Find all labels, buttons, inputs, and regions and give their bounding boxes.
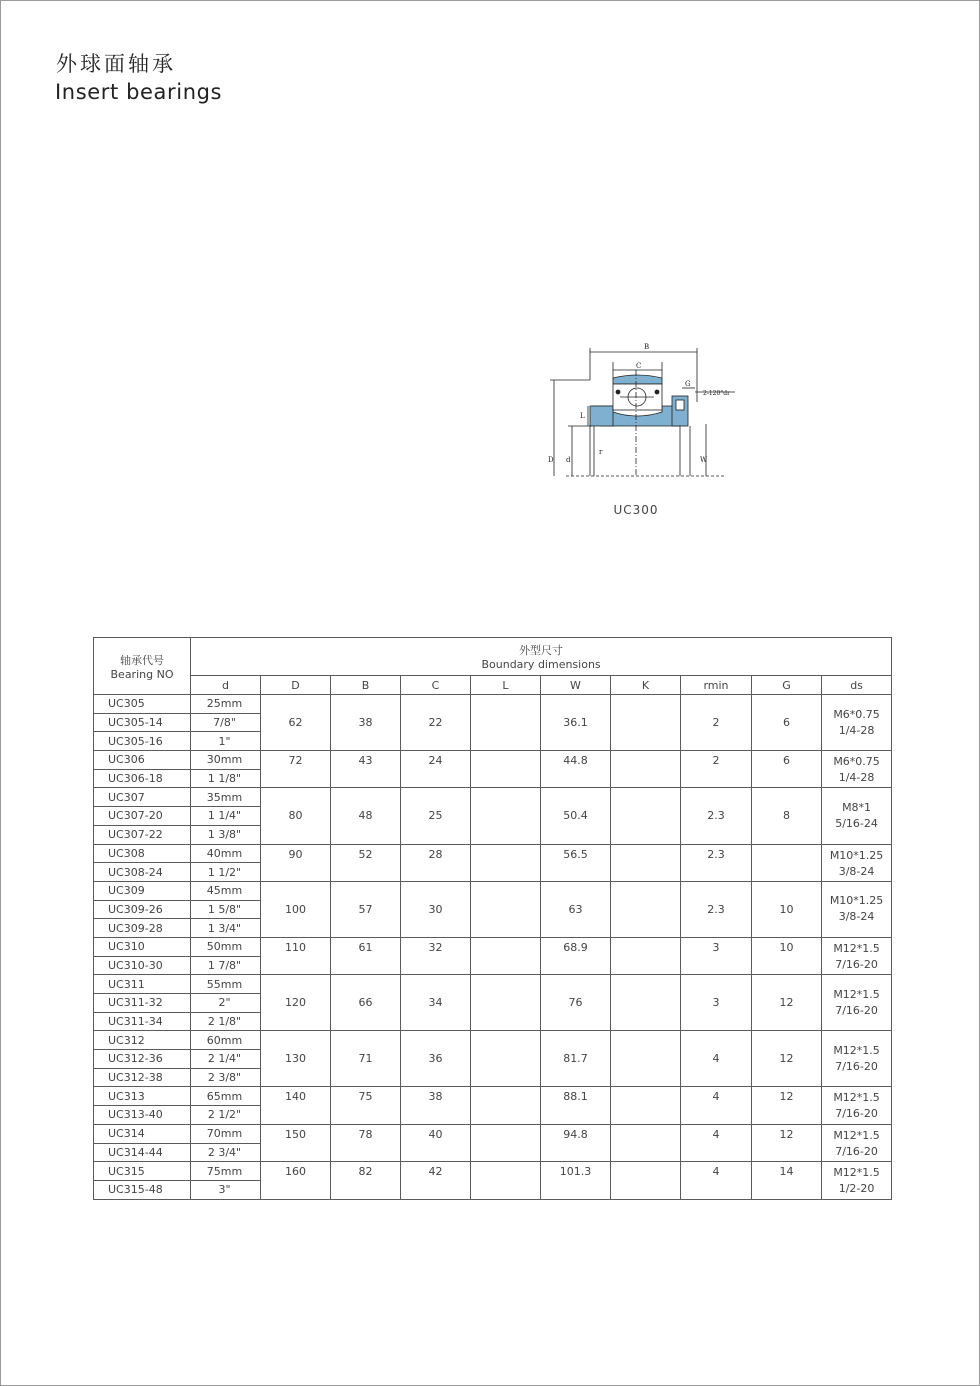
dim-cell-d: 62 — [261, 695, 331, 751]
diagram-caption: UC300 — [613, 503, 659, 517]
inner-ring-left — [590, 406, 613, 426]
dim-cell-b: 38 — [331, 695, 401, 751]
header-bearing-no-en: Bearing NO — [110, 667, 174, 681]
bore-d-cell: 60mm — [191, 1031, 261, 1050]
bearing-no-cell: UC314-44 — [94, 1143, 191, 1162]
header-dims-cn: 外型尺寸 — [519, 644, 564, 657]
bore-d-cell: 2 3/8" — [191, 1068, 261, 1087]
bore-d-cell: 1 1/2" — [191, 863, 261, 882]
dim-cell-l — [471, 1162, 541, 1199]
bearing-no-cell: UC311 — [94, 975, 191, 994]
bore-d-cell: 1" — [191, 732, 261, 751]
dim-cell-b: 66 — [331, 975, 401, 1031]
dim-cell-w: 36.1 — [541, 695, 611, 751]
dim-cell-rmin: 2.3 — [681, 881, 752, 937]
dim-cell-b: 71 — [331, 1031, 401, 1087]
col-header-D: D — [261, 676, 331, 695]
bearing-no-cell: UC306 — [94, 751, 191, 770]
dim-cell-k — [611, 937, 681, 974]
dim-cell-ds — [822, 1162, 892, 1199]
table-row — [94, 1124, 892, 1143]
dim-cell-g: 10 — [752, 881, 822, 937]
table-row — [94, 975, 892, 994]
seal-left — [616, 390, 620, 394]
dim-label-r: r — [599, 448, 603, 456]
dim-cell-rmin: 4 — [681, 1087, 752, 1124]
header-boundary-dimensions — [191, 638, 892, 676]
bore-d-cell: 65mm — [191, 1087, 261, 1106]
dim-cell-c: 30 — [401, 881, 471, 937]
dim-cell-w: 94.8 — [541, 1124, 611, 1161]
ds-imperial: 7/16-20 — [835, 1144, 878, 1158]
dim-cell-rmin: 3 — [681, 937, 752, 974]
ds-metric: M10*1.25 — [829, 894, 884, 908]
bearing-no-cell: UC310 — [94, 937, 191, 956]
bore-d-cell: 1 1/8" — [191, 769, 261, 788]
dim-cell-d: 100 — [261, 881, 331, 937]
bearing-no-cell: UC310-30 — [94, 956, 191, 975]
dim-cell-c: 24 — [401, 751, 471, 788]
dim-cell-rmin: 3 — [681, 975, 752, 1031]
bearing-no-cell: UC305 — [94, 695, 191, 714]
bore-d-cell: 25mm — [191, 695, 261, 714]
ds-imperial: 5/16-24 — [835, 816, 878, 830]
dim-label-g: G — [685, 380, 691, 388]
page-title-chinese: 外球面轴承 — [56, 52, 176, 76]
bore-d-cell: 75mm — [191, 1162, 261, 1181]
dim-cell-b: 78 — [331, 1124, 401, 1161]
dim-cell-k — [611, 844, 681, 881]
dim-cell-ds — [822, 1031, 892, 1087]
bearing-no-cell: UC306-18 — [94, 769, 191, 788]
dim-cell-b: 82 — [331, 1162, 401, 1199]
dim-cell-b: 57 — [331, 881, 401, 937]
page-title-english: Insert bearings — [55, 80, 223, 104]
dim-cell-c: 25 — [401, 788, 471, 844]
dim-cell-d: 110 — [261, 937, 331, 974]
dim-cell-g — [752, 844, 822, 881]
ds-imperial: 7/16-20 — [835, 1003, 878, 1017]
col-header-rmin: rmin — [681, 676, 752, 695]
col-header-W: W — [541, 676, 611, 695]
bore-d-cell: 35mm — [191, 788, 261, 807]
ds-metric: M12*1.5 — [833, 941, 880, 955]
ds-imperial: 7/16-20 — [835, 1107, 878, 1121]
bore-d-cell: 2 1/8" — [191, 1012, 261, 1031]
dim-label-c: C — [636, 362, 642, 370]
dim-cell-ds — [822, 1124, 892, 1161]
bearing-no-cell: UC311-32 — [94, 994, 191, 1013]
table-row — [94, 881, 892, 900]
bore-d-cell: 1 3/8" — [191, 825, 261, 844]
ds-imperial: 3/8-24 — [838, 910, 875, 924]
dim-cell-d: 160 — [261, 1162, 331, 1199]
dim-cell-c: 38 — [401, 1087, 471, 1124]
outer-ring — [613, 375, 662, 384]
bore-d-cell: 55mm — [191, 975, 261, 994]
dim-cell-c: 28 — [401, 844, 471, 881]
dim-cell-g: 6 — [752, 695, 822, 751]
dim-cell-ds — [822, 881, 892, 937]
table-row — [94, 1031, 892, 1050]
dim-cell-k — [611, 1162, 681, 1199]
ds-metric: M6*0.75 — [833, 707, 880, 721]
dim-cell-w: 63 — [541, 881, 611, 937]
dim-cell-d: 90 — [261, 844, 331, 881]
bearing-no-cell: UC308-24 — [94, 863, 191, 882]
dim-cell-g: 6 — [752, 751, 822, 788]
table-row — [94, 1162, 892, 1181]
bearing-no-cell: UC313 — [94, 1087, 191, 1106]
col-header-ds: ds — [822, 676, 892, 695]
dim-cell-l — [471, 751, 541, 788]
ds-imperial: 3/8-24 — [838, 864, 875, 878]
table-row — [94, 751, 892, 770]
ds-imperial: 1/2-20 — [838, 1182, 875, 1196]
dim-cell-g: 14 — [752, 1162, 822, 1199]
bore-d-cell: 1 7/8" — [191, 956, 261, 975]
dim-cell-l — [471, 1031, 541, 1087]
set-screw — [676, 400, 684, 410]
bearing-no-cell: UC312 — [94, 1031, 191, 1050]
bore-d-cell: 7/8" — [191, 713, 261, 732]
dim-cell-rmin: 2.3 — [681, 844, 752, 881]
table-row — [94, 695, 892, 714]
dim-cell-d: 72 — [261, 751, 331, 788]
dim-cell-b: 48 — [331, 788, 401, 844]
dim-cell-k — [611, 695, 681, 751]
dim-cell-c: 42 — [401, 1162, 471, 1199]
dim-cell-ds — [822, 937, 892, 974]
dim-label-w: W — [700, 456, 708, 464]
dim-label-l: L — [580, 412, 585, 420]
dim-cell-c: 34 — [401, 975, 471, 1031]
dim-label-d-inner: d — [566, 456, 571, 464]
dim-cell-rmin: 2.3 — [681, 788, 752, 844]
bore-d-cell: 70mm — [191, 1124, 261, 1143]
bore-d-cell: 2" — [191, 994, 261, 1013]
bearing-no-cell: UC312-36 — [94, 1050, 191, 1069]
bore-d-cell: 2 3/4" — [191, 1143, 261, 1162]
bore-d-cell: 2 1/4" — [191, 1050, 261, 1069]
bearing-no-cell: UC308 — [94, 844, 191, 863]
bore-d-cell: 1 1/4" — [191, 807, 261, 826]
bearing-no-cell: UC312-38 — [94, 1068, 191, 1087]
dim-cell-l — [471, 788, 541, 844]
col-header-G: G — [752, 676, 822, 695]
dim-cell-k — [611, 1124, 681, 1161]
ds-metric: M12*1.5 — [833, 1043, 880, 1057]
dim-cell-rmin: 2 — [681, 695, 752, 751]
dim-cell-g: 12 — [752, 975, 822, 1031]
ds-metric: M10*1.25 — [829, 848, 884, 862]
dim-cell-w: 88.1 — [541, 1087, 611, 1124]
bore-d-cell: 30mm — [191, 751, 261, 770]
dim-cell-l — [471, 1124, 541, 1161]
bearing-no-cell: UC313-40 — [94, 1106, 191, 1125]
ds-imperial: 7/16-20 — [835, 1059, 878, 1073]
dim-cell-b: 52 — [331, 844, 401, 881]
dim-cell-c: 36 — [401, 1031, 471, 1087]
dim-cell-k — [611, 751, 681, 788]
bearing-no-cell: UC314 — [94, 1124, 191, 1143]
table-row — [94, 937, 892, 956]
dim-cell-w: 50.4 — [541, 788, 611, 844]
dim-cell-g: 12 — [752, 1087, 822, 1124]
dim-cell-g: 10 — [752, 937, 822, 974]
table-row — [94, 844, 892, 863]
dim-cell-w: 76 — [541, 975, 611, 1031]
bore-d-cell: 3" — [191, 1180, 261, 1199]
dim-cell-c: 22 — [401, 695, 471, 751]
col-header-d: d — [191, 676, 261, 695]
dim-cell-g: 8 — [752, 788, 822, 844]
dim-cell-g: 12 — [752, 1031, 822, 1087]
dim-cell-b: 75 — [331, 1087, 401, 1124]
dim-cell-l — [471, 881, 541, 937]
col-header-L: L — [471, 676, 541, 695]
dim-cell-c: 40 — [401, 1124, 471, 1161]
dim-cell-d: 150 — [261, 1124, 331, 1161]
dim-cell-b: 43 — [331, 751, 401, 788]
dim-cell-w: 68.9 — [541, 937, 611, 974]
bore-d-cell: 50mm — [191, 937, 261, 956]
dim-cell-k — [611, 788, 681, 844]
dim-cell-w: 56.5 — [541, 844, 611, 881]
dim-cell-d: 80 — [261, 788, 331, 844]
dim-cell-g: 12 — [752, 1124, 822, 1161]
col-header-B: B — [331, 676, 401, 695]
dim-cell-rmin: 2 — [681, 751, 752, 788]
header-bearing-no-cn: 轴承代号 — [120, 653, 164, 667]
bearing-no-cell: UC305-14 — [94, 713, 191, 732]
dim-cell-d: 140 — [261, 1087, 331, 1124]
dim-label-d-outer: D — [548, 456, 554, 464]
dim-cell-c: 32 — [401, 937, 471, 974]
bearing-no-cell: UC309-26 — [94, 900, 191, 919]
dim-cell-l — [471, 937, 541, 974]
dim-cell-l — [471, 1087, 541, 1124]
dim-cell-k — [611, 1087, 681, 1124]
dim-cell-rmin: 4 — [681, 1124, 752, 1161]
header-dims-en: Boundary dimensions — [481, 658, 601, 671]
bearing-spec-table — [93, 637, 892, 1200]
bearing-no-cell: UC305-16 — [94, 732, 191, 751]
bearing-no-cell: UC309-28 — [94, 919, 191, 938]
dim-label-angle: 2-120°dr — [703, 390, 731, 397]
seal-right — [655, 390, 659, 394]
dim-cell-ds — [822, 975, 892, 1031]
dim-cell-l — [471, 844, 541, 881]
bore-d-cell: 45mm — [191, 881, 261, 900]
ds-imperial: 1/4-28 — [838, 771, 875, 785]
dim-cell-l — [471, 975, 541, 1031]
dim-cell-l — [471, 695, 541, 751]
dim-cell-ds — [822, 844, 892, 881]
header-bearing-no — [94, 638, 191, 695]
dim-cell-ds — [822, 751, 892, 788]
bearing-no-cell: UC309 — [94, 881, 191, 900]
ds-metric: M12*1.5 — [833, 987, 880, 1001]
ds-metric: M12*1.5 — [833, 1166, 880, 1180]
bearing-no-cell: UC307 — [94, 788, 191, 807]
bearing-no-cell: UC315 — [94, 1162, 191, 1181]
ds-metric: M12*1.5 — [833, 1091, 880, 1105]
dim-cell-ds — [822, 695, 892, 751]
dim-cell-w: 101.3 — [541, 1162, 611, 1199]
dim-cell-d: 120 — [261, 975, 331, 1031]
ds-metric: M12*1.5 — [833, 1128, 880, 1142]
dim-cell-k — [611, 975, 681, 1031]
dim-cell-w: 44.8 — [541, 751, 611, 788]
bearing-no-cell: UC315-48 — [94, 1180, 191, 1199]
dim-cell-rmin: 4 — [681, 1031, 752, 1087]
dim-cell-b: 61 — [331, 937, 401, 974]
dim-label-b: B — [644, 343, 650, 351]
bearing-no-cell: UC307-22 — [94, 825, 191, 844]
dim-cell-w: 81.7 — [541, 1031, 611, 1087]
bearing-no-cell: UC307-20 — [94, 807, 191, 826]
dim-cell-d: 130 — [261, 1031, 331, 1087]
ds-metric: M6*0.75 — [833, 755, 880, 769]
bore-d-cell: 1 3/4" — [191, 919, 261, 938]
table-row — [94, 1087, 892, 1106]
spec-table-body — [94, 695, 892, 1200]
bore-d-cell: 1 5/8" — [191, 900, 261, 919]
bearing-no-cell: UC311-34 — [94, 1012, 191, 1031]
table-row — [94, 788, 892, 807]
ds-imperial: 1/4-28 — [838, 723, 875, 737]
dim-cell-ds — [822, 788, 892, 844]
dim-cell-k — [611, 1031, 681, 1087]
ds-imperial: 7/16-20 — [835, 957, 878, 971]
bore-d-cell: 40mm — [191, 844, 261, 863]
col-header-C: C — [401, 676, 471, 695]
col-header-K: K — [611, 676, 681, 695]
bore-d-cell: 2 1/2" — [191, 1106, 261, 1125]
dim-cell-rmin: 4 — [681, 1162, 752, 1199]
ds-metric: M8*1 — [842, 800, 872, 814]
dim-cell-k — [611, 881, 681, 937]
dim-cell-ds — [822, 1087, 892, 1124]
bearing-cross-section-diagram — [540, 340, 750, 485]
